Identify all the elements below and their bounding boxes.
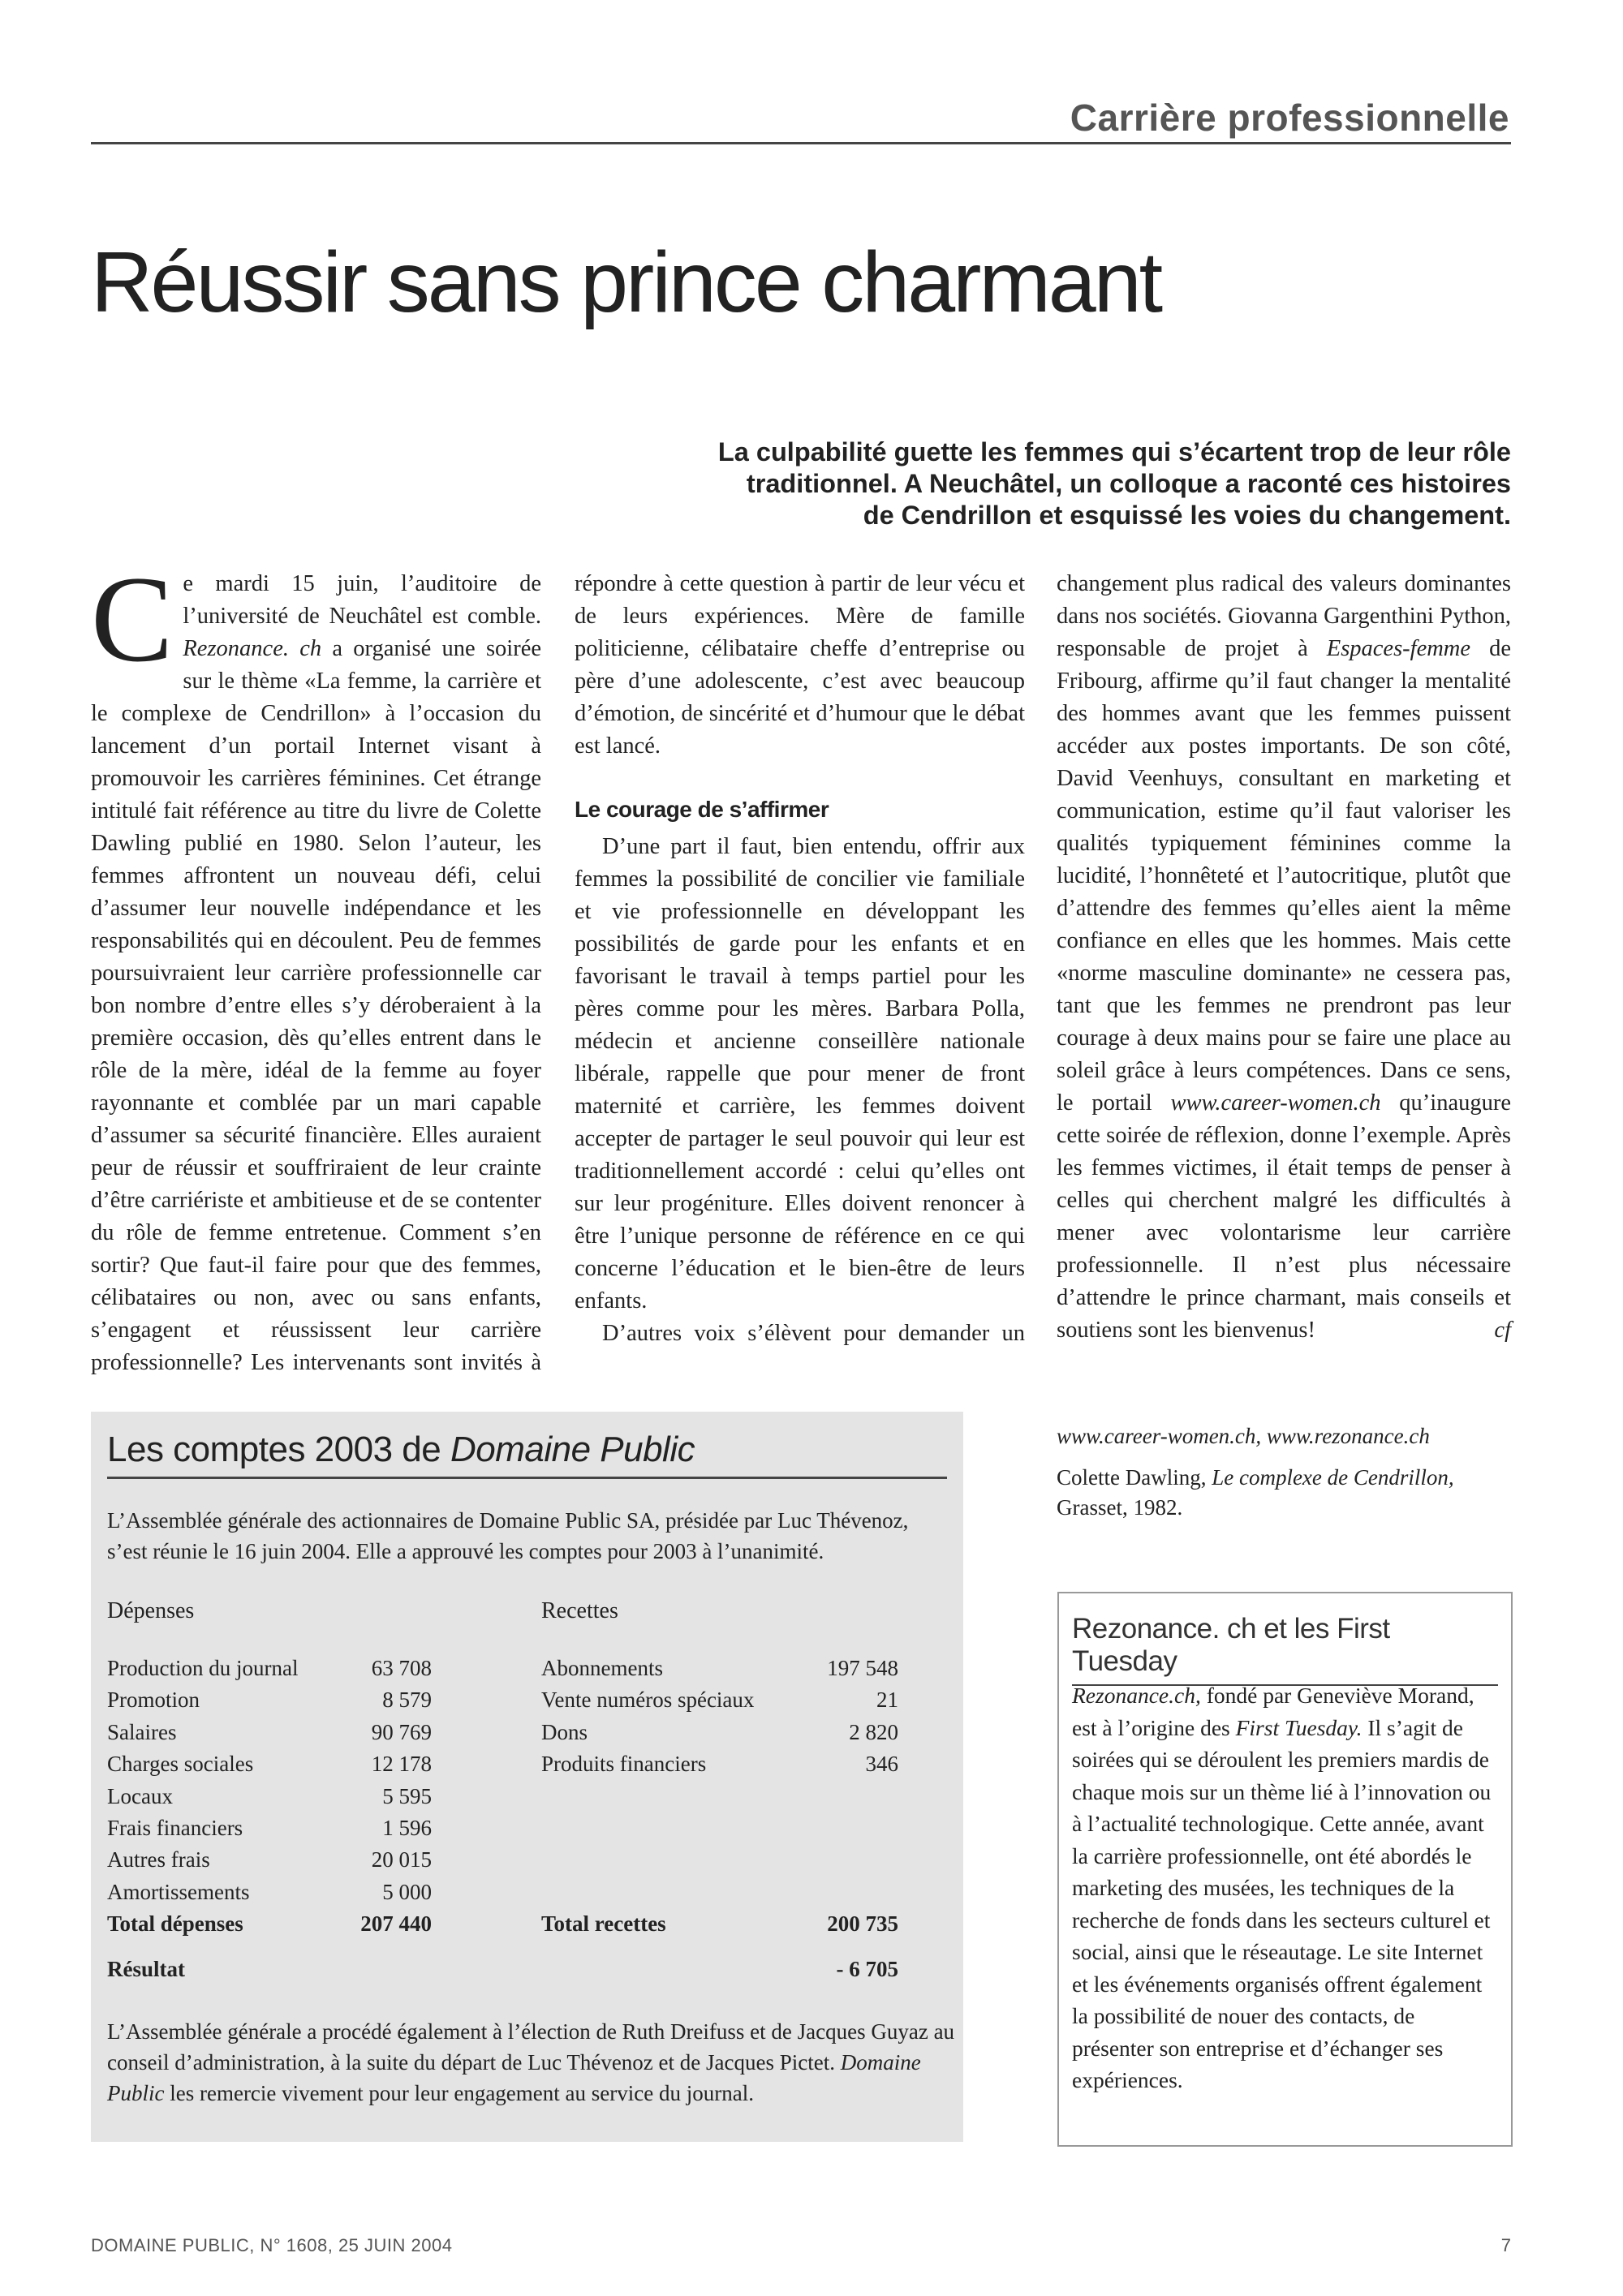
article-paragraph: Ce mardi 15 juin, l’auditoire de l’université de Neuchâtel est comble. Rezonance. ch a organisé une soirée sur le thème «La femme, la carrière et le complexe de Cendrillon» à l’occasion du lancement d’un portail Internet visant à promouvoir les carrières féminines. Cet étrange intitulé fait référence au titre du livre de Colette Dawling publié en 1980. Selon l’auteur, les femmes affrontent un nouveau défi, celui d’assumer leur nouvelle indépendance et les responsabilités qui en découlent. Peu de femmes poursuivraient leur carrière professionnelle car bon nombre d’entre elles s’y déroberaient à la première occasion, dès qu’elles entrent dans le rôle de la mère, idéal de la femme au foyer rayonnante et comblée par un mari capable d’assumer sa sécurité financière. Elles auraient peur de réussir et souffriraient de leur crainte d’être carriériste et ambitieuse et de se contenter du rôle de femme entretenue. Comment s’en sortir? Que faut-il faire pour que des femmes, célibataires ou non, avec ou sans enfants, s’engagent et réussissent leur carrière professionnelle? Les intervenants sont invités à	[91, 551, 541, 1375]
revenue-value: 197 548	[827, 1656, 898, 1680]
book-reference: Colette Dawling, Le complexe de Cendrillon, Grasset, 1982.	[1057, 1465, 1454, 1520]
result-value: - 6 705	[836, 1957, 898, 1981]
standfirst-line: La culpabilité guette les femmes qui s’écartent trop de leur rôle	[717, 437, 1511, 467]
expenses-heading: Dépenses	[107, 1598, 195, 1623]
standfirst-line: de Cendrillon et esquissé les voies du changement.	[863, 501, 1511, 530]
result-label: Résultat	[107, 1957, 185, 1981]
article-subhead: Le courage de s’affirmer	[575, 797, 829, 822]
expense-label: Frais financiers	[107, 1816, 243, 1840]
revenue-value: 21	[876, 1688, 898, 1713]
revenue-label: Produits financiers	[541, 1752, 707, 1777]
expense-value: 5 000	[382, 1879, 432, 1904]
expense-label: Amortissements	[107, 1879, 250, 1904]
revenue-heading: Recettes	[541, 1598, 618, 1623]
expense-value: 63 708	[371, 1656, 432, 1680]
expenses-list	[107, 1653, 432, 1920]
article-paragraph: D’une part il faut, bien entendu, offrir aux femmes la possibilité de concilier vie familiale et vie professionnelle en développant les possibilités de garde pour les enfants et en favorisant le travail à temps partiel pour les pères comme pour les mères. Barbara Polla, médecin et ancienne conseillère nationale libérale, rappelle que pour mener de front maternité et carrière, les femmes doivent accepter de partager le seul pouvoir qui leur est traditionnellement accordé : celui qu’elles ont sur leur progéniture. Elles doivent renoncer à être l’unique personne de référence en ce qui concerne l’éducation et le bien-être de leurs enfants.	[575, 834, 1025, 1314]
accounts-intro: L’Assemblée générale des actionnaires de Domaine Public SA, présidée par Luc Thévenoz, s’est réunie le 16 juin 2004. Elle a approuvé les comptes pour 2003 à l’unanimité.	[107, 1508, 909, 1563]
article-paragraph: changement plus radical des valeurs dominantes dans nos sociétés. Giovanna Gargenthini Python, responsable de projet à Espaces-femme de Fribourg, affirme qu’il faut changer la mentalité des hommes avant que les femmes puissent accéder aux postes importants. De son côté, David Veenhuys, consultant en marketing et communication, estime qu’il faut valoriser les qualités typiquement féminines comme la lucidité, l’honnêteté et l’autocritique, plutôt que d’attendre des femmes qu’elles aient la même confiance en elles que les hommes. Mais cette «norme masculine dominante» ne cessera pas, tant que les femmes ne prendront pas leur courage à deux mains pour se faire une place au soleil grâce à leurs compétences. Dans ce sens, le portail www.career-women.ch qu’inaugure cette soirée de réflexion, donne l’exemple. Après les femmes victimes, il était temps de penser à celles qui cherchent malgré les difficultés à mener avec volontarisme leur carrière professionnelle. Il n’est plus nécessaire d’attendre le prince charmant, mais conseils et soutiens sont les bienvenus! cf	[1057, 568, 1511, 1347]
article-column-1	[91, 551, 541, 1379]
rezonance-box-title: Rezonance. ch et les First Tuesday	[1072, 1613, 1498, 1686]
article-standfirst	[454, 436, 1511, 531]
article-column-2	[575, 568, 1025, 1350]
rezonance-box-text: Rezonance.ch, fondé par Geneviève Morand, est à l’origine des First Tuesday. Il s’agit de soirées qui se déroulent les premiers mardis de chaque mois sur un thème lié à l’innovation ou à l’actualité technologique. Cette année, avant la carrière professionnelle, ont été abordés le marketing des musées, les techniques de la recherche de fonds dans les secteurs culturel et social, ainsi que le réseautage. Le site Internet et les événements organisés offrent également la possibilité de nouer des contacts, de présenter son entreprise et d’échanger ses expériences.	[1072, 1683, 1492, 2092]
revenue-label: Vente numéros spéciaux	[541, 1688, 755, 1713]
publication-footer: DOMAINE PUBLIC, N° 1608, 25 JUIN 2004	[91, 2235, 453, 2255]
expense-value: 1 596	[382, 1816, 432, 1840]
revenue-label: Abonnements	[541, 1656, 663, 1680]
total-revenue-value: 200 735	[827, 1911, 898, 1936]
expense-label: Promotion	[107, 1688, 200, 1713]
revenues-list	[541, 1653, 898, 1920]
expense-value: 8 579	[382, 1688, 432, 1713]
article-title: Réussir sans prince charmant	[91, 234, 1161, 330]
revenue-label: Dons	[541, 1719, 588, 1744]
source-links: www.career-women.ch, www.rezonance.ch	[1057, 1424, 1430, 1448]
author-signature: cf	[1494, 1318, 1511, 1343]
expense-value: 20 015	[371, 1847, 432, 1872]
expense-label: Autres frais	[107, 1847, 210, 1872]
expense-value: 5 595	[382, 1783, 432, 1808]
revenue-value: 346	[865, 1752, 898, 1777]
expense-label: Production du journal	[107, 1656, 299, 1680]
expense-label: Charges sociales	[107, 1752, 254, 1777]
standfirst-line: traditionnel. A Neuchâtel, un colloque a raconté ces histoires	[746, 469, 1511, 498]
accounts-footer: L’Assemblée générale a procédé également à l’élection de Ruth Dreifuss et de Jacques Guyaz au conseil d’administration, à la suite du départ de Luc Thévenoz et de Jacques Pictet. Domaine Public les remercie vivement pour leur engagement au service du journal.	[107, 2019, 955, 2105]
article-paragraph: répondre à cette question à partir de leur vécu et de leurs expériences. Mère de famille politicienne, célibataire cheffe d’entreprise ou père d’une adolescente, c’est avec beaucoup d’émotion, de sincérité et d’humour que le débat est lancé.	[575, 571, 1025, 759]
rezonance-box	[1057, 1592, 1513, 2147]
total-revenue-label: Total recettes	[541, 1911, 666, 1936]
revenue-value: 2 820	[849, 1719, 898, 1744]
total-expenses-value: 207 440	[360, 1911, 432, 1936]
article-column-3	[1057, 568, 1511, 1347]
total-expenses-label: Total dépenses	[107, 1911, 243, 1936]
expense-label: Salaires	[107, 1719, 177, 1744]
accounts-box-title: Les comptes 2003 de Domaine Public	[107, 1430, 947, 1479]
article-paragraph: D’autres voix s’élèvent pour demander un	[602, 1321, 1025, 1346]
header-rule	[91, 142, 1511, 144]
page-number: 7	[1500, 2235, 1511, 2255]
accounts-box	[91, 1412, 963, 2142]
section-label: Carrière professionnelle	[1070, 97, 1509, 139]
expense-label: Locaux	[107, 1783, 173, 1808]
article-sources	[1057, 1421, 1511, 1534]
expense-value: 90 769	[371, 1719, 432, 1744]
expense-value: 12 178	[371, 1752, 432, 1777]
drop-cap: C	[91, 551, 174, 687]
